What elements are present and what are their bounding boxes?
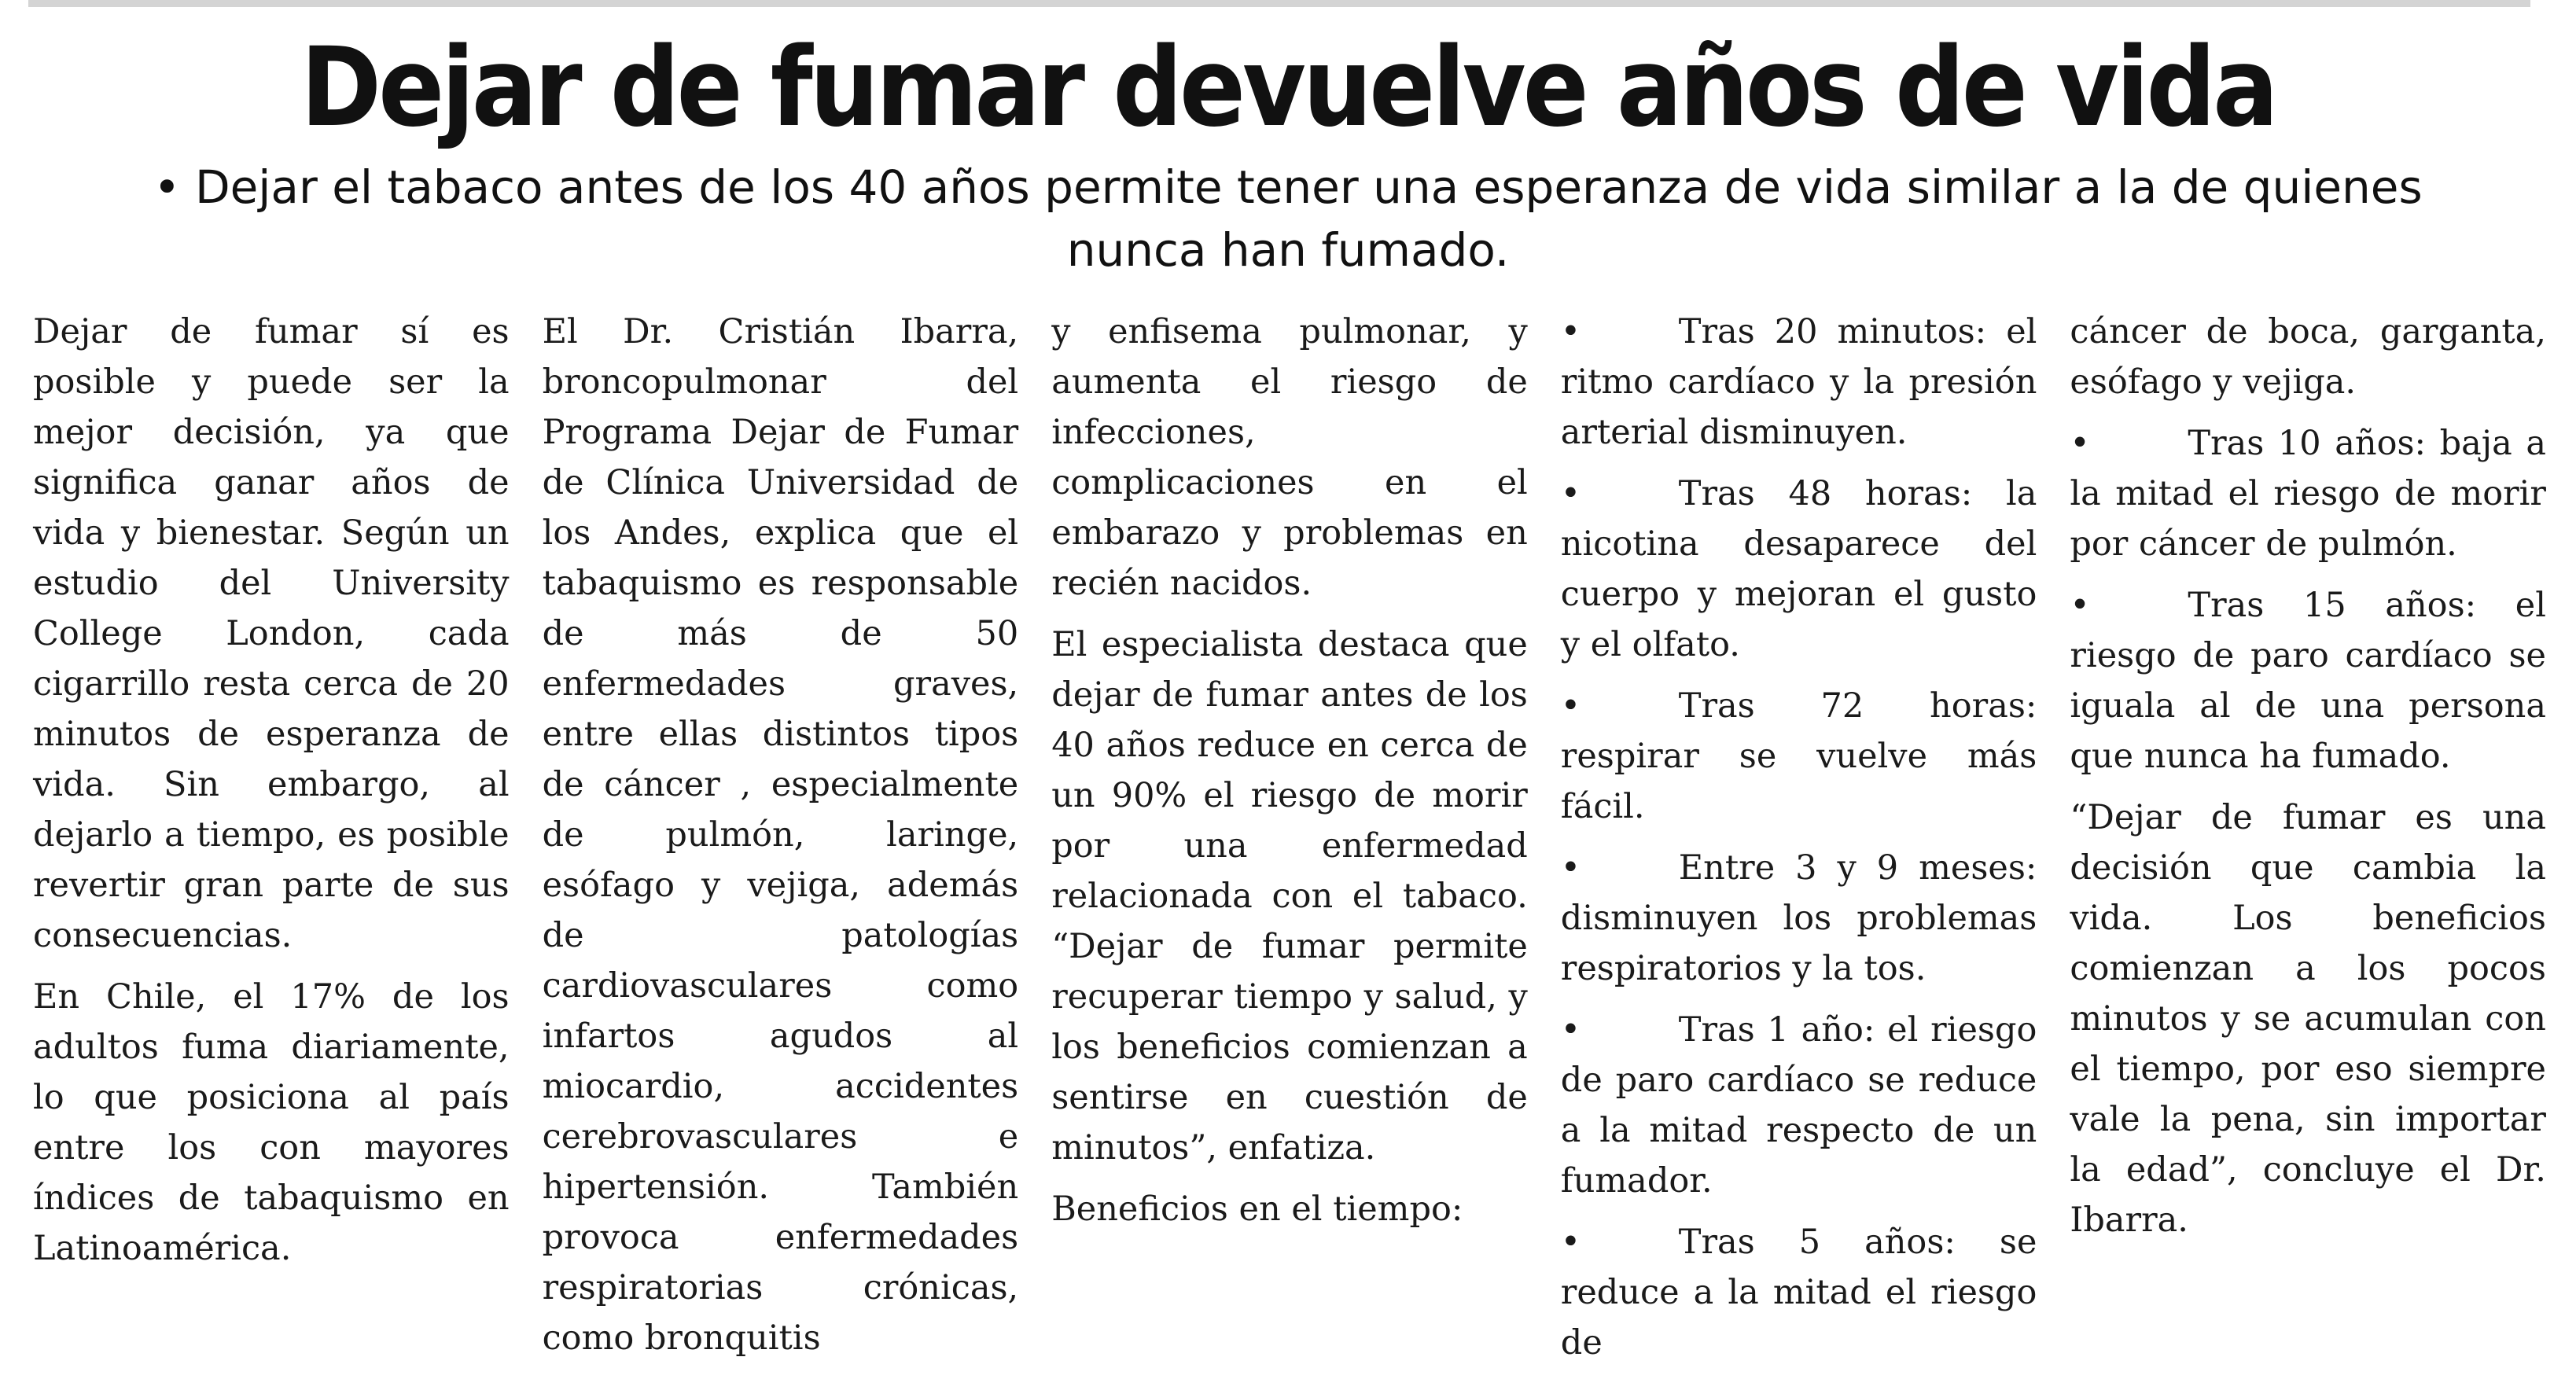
benefit-item <box>1561 307 2037 458</box>
benefit-text: Tras 5 años: se reduce a la mitad el riesgo de <box>1560 1223 2037 1362</box>
column-4 <box>1561 307 2037 1379</box>
benefit-item <box>1561 1217 2037 1368</box>
column-3 <box>1051 307 1528 1379</box>
benefit-item <box>1561 843 2037 994</box>
benefit-item <box>2070 418 2546 569</box>
closing-quote: “Dejar de fumar es una decisión que cambia la vida. Los beneficios comienzan a los pocos minutos y se acumulan con el tiempo, por eso siempre vale la pena, sin importar la edad”, concluye el Dr. Ibarra. <box>2070 798 2546 1240</box>
benefit-text: Tras 15 años: el riesgo de paro cardíaco se iguala al de una persona que nunca ha fumado. <box>2070 586 2546 776</box>
bullet-icon: • <box>1560 474 1581 513</box>
benefit-item <box>2070 580 2546 781</box>
benefit-item <box>1561 469 2037 670</box>
paragraph: cáncer de boca, garganta, esófago y vejiga. <box>2070 312 2546 402</box>
benefit-text: Entre 3 y 9 meses: disminuyen los problemas respiratorios y la tos. <box>1560 848 2037 988</box>
benefit-item <box>1561 1005 2037 1206</box>
subheadline: • Dejar el tabaco antes de los 40 años permite tener una esperanza de vida similar a la de quienes nunca han fumado. <box>153 160 2423 277</box>
paragraph: El especialista destaca que dejar de fumar antes de los 40 años reduce en cerca de un 90% el riesgo de morir por una enfermedad relacionada con el tabaco. “Dejar de fumar permite recuperar tiempo y salud, y los beneficios comienzan a sentirse en cuestión de minutos”, enfatiza. <box>1051 625 1528 1168</box>
benefit-text: Tras 20 minutos: el ritmo cardíaco y la presión arterial disminuyen. <box>1560 312 2037 452</box>
benefit-text: Tras 1 año: el riesgo de paro cardíaco se reduce a la mitad respecto de un fumador. <box>1560 1010 2037 1201</box>
paragraph: En Chile, el 17% de los adultos fuma diariamente, lo que posiciona al país entre los con mayores índices de tabaquismo en Latinoamérica. <box>33 977 510 1268</box>
bullet-icon: • <box>2070 424 2090 463</box>
paragraph: El Dr. Cristián Ibarra, broncopulmonar del Programa Dejar de Fumar de Clínica Universidad de los Andes, explica que el tabaquismo es responsable de más de 50 enfermedades graves, entre ellas distintos tipos de cáncer , especialmente de pulmón, laringe, esófago y vejiga, además de patologías cardiovasculares como infartos agudos al miocardio, accidentes cerebrovasculares e hipertensión. También provoca enfermedades respiratorias crónicas, como bronquitis <box>542 312 1019 1358</box>
article-body <box>33 307 2546 1362</box>
paragraph: y enfisema pulmonar, y aumenta el riesgo de infecciones, complicaciones en el embarazo y problemas en recién nacidos. <box>1051 312 1528 603</box>
column-2 <box>543 307 1019 1379</box>
headline: Dejar de fumar devuelve años de vida <box>300 24 2276 152</box>
bullet-icon: • <box>1560 686 1581 726</box>
benefits-heading: Beneficios en el tiempo: <box>1051 1190 1463 1229</box>
bullet-icon: • <box>2070 586 2090 625</box>
top-rule <box>28 0 2530 7</box>
column-1 <box>33 307 510 1379</box>
paragraph: Dejar de fumar sí es posible y puede ser la mejor decisión, ya que significa ganar años de vida y bienestar. Según un estudio del University College London, cada cigarrillo resta cerca de 20 minutos de esperanza de vida. Sin embargo, al dejarlo a tiempo, es posible revertir gran parte de sus consecuencias. <box>33 312 510 955</box>
column-5 <box>2070 307 2546 1379</box>
bullet-icon: • <box>1560 1010 1581 1050</box>
benefit-text: Tras 72 horas: respirar se vuelve más fácil. <box>1560 686 2037 826</box>
bullet-icon: • <box>1560 848 1581 888</box>
bullet-icon: • <box>1560 1223 1581 1262</box>
benefit-text: Tras 48 horas: la nicotina desaparece del cuerpo y mejoran el gusto y el olfato. <box>1560 474 2037 664</box>
bullet-icon: • <box>1560 312 1581 351</box>
benefit-text: Tras 10 años: baja a la mitad el riesgo de morir por cáncer de pulmón. <box>2070 424 2546 564</box>
benefit-item <box>1561 681 2037 832</box>
